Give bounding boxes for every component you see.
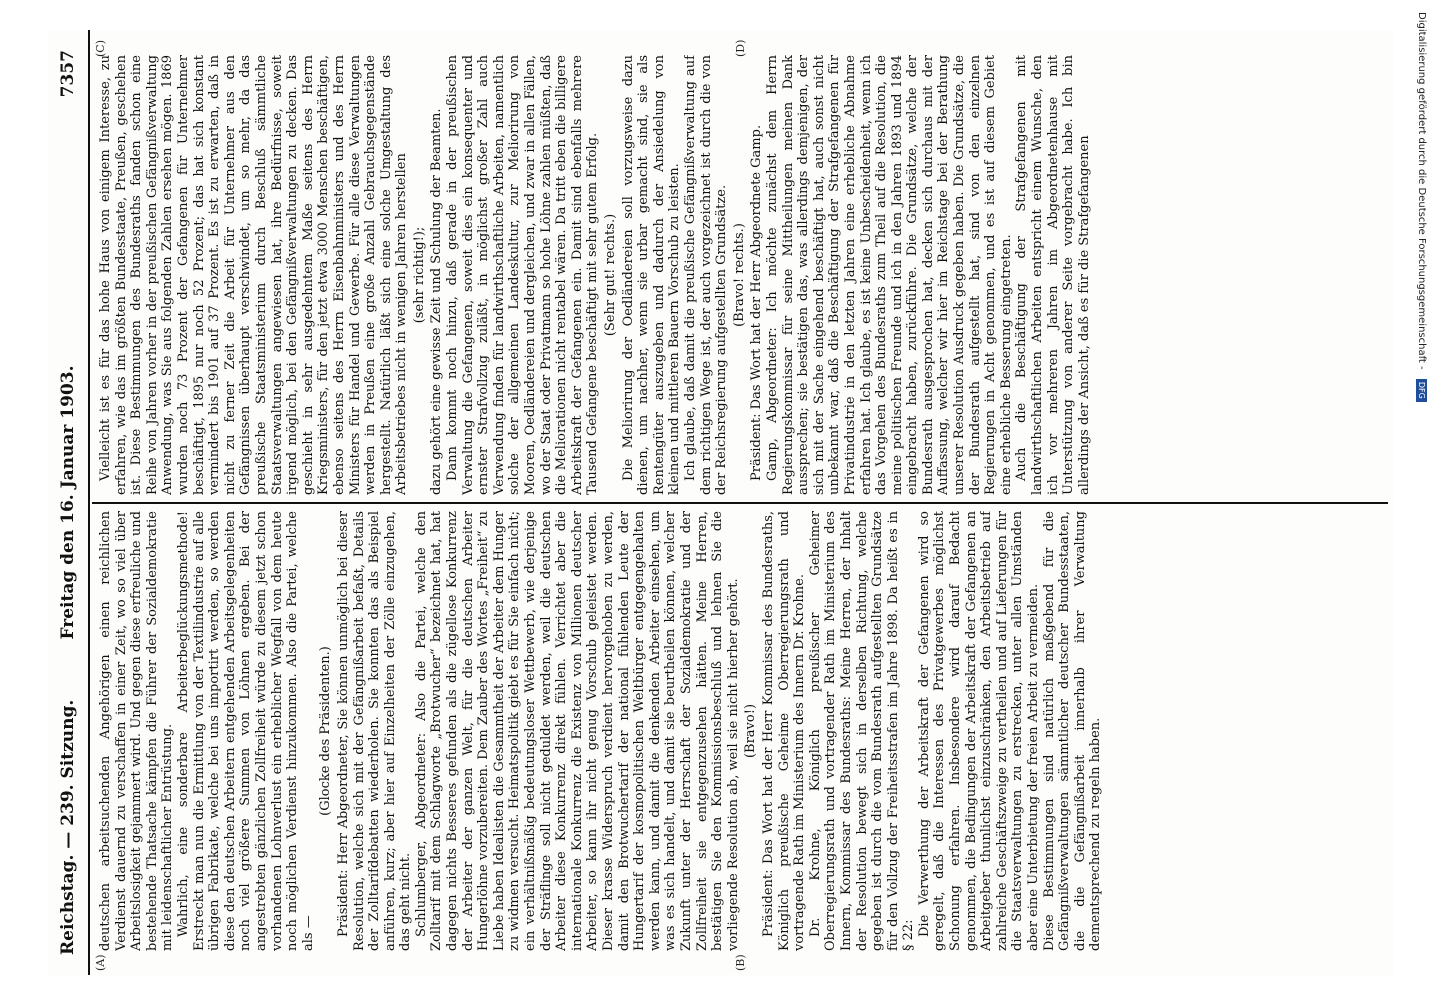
- dfg-logo: DFG: [1417, 379, 1428, 402]
- page-header: [48, 30, 88, 975]
- stage-direction: (sehr richtig!);: [411, 226, 427, 324]
- digitization-credit: [1408, 0, 1434, 1000]
- rotated-newspaper-page: [48, 30, 1394, 975]
- paragraph: Vielleicht ist es für das hohe Haus von einigem Interesse, zu erfahren, wie das im größten Bundesstaate, Preußen, geschehen ist. Diese Bestimmungen des Bundesraths fanden schon eine Reihe von Jahren vorher in der preußischen Gefängnißverwaltung Anwendung, was Sie aus folgenden Zahlen ersehen mögen. 1869 wurden noch 73 Prozent der Gefangenen für Unternehmer beschäftigt, 1895 nur noch 52 Prozent; das hat sich konstant vermindert bis 1901 auf 37 Prozent. Es ist zu erwarten, daß in nicht zu ferner Zeit die Arbeit für Unternehmer aus den Gefängnissen überhaupt verschwindet, um so mehr, da das preußische Staatsministerium durch Beschluß sämmtliche Staatsverwaltungen angewiesen hat, ihre Bedürfnisse, soweit irgend möglich, bei den Gefängnißverwaltungen zu decken. Das geschieht in sehr ausgedehntem Maße seitens des Herrn Kriegsministers, für den jetzt etwa 3000 Menschen beschäftigen, ebenso seitens des Herrn Eisenbahnministers und des Herrn Ministers für Handel und Gewerbe. Für alle diese Verwaltungen werden in Preußen eine große Anzahl Gebrauchsgegenstände hergestellt. Natürlich läßt sich eine solche Umgestaltung des Arbeitsbetriebes nicht in wenigen Jahren herstellen: [98, 55, 410, 495]
- header-date: Freitag den 16. Januar 1903.: [58, 365, 78, 640]
- header-rule: [88, 30, 90, 975]
- stage-direction: (Bravo!): [743, 703, 759, 759]
- paragraph: dazu gehört eine gewisse Zeit und Schulung der Beamten.: [429, 108, 445, 495]
- paragraph: Ich glaube, daß damit die preußische Gefängnißverwaltung auf dem richtigen Wege ist, der auch vorgezeichnet ist durch die von der Reichsregierung aufgestellten Grundsätze.: [682, 55, 730, 495]
- left-text-column: [98, 511, 1388, 951]
- speaker-paragraph: Gamp, Abgeordneter: Ich möchte zunächst dem Herrn Regierungskommissar für seine Mittheilungen meinen Dank aussprechen; sie bestätigen das, was allerdings demjenigen, der sich mit der Sache eingehend beschäftigt hat, auch sonst nicht unbekannt war, daß die Beschäftigung der Strafgefangenen für Privatindustrie in den letzten Jahren eine erhebliche Abnahme erfahren hat. Ich glaube, es ist keine Unbescheidenheit, wenn ich das Vorgehen des Bundesraths zum Theil auf die Resolution, die meine politischen Freunde und ich in den Jahren 1893 und 1894 eingebracht haben, zurückführe. Die Grundsätze, welche der Bundesrath ausgesprochen hat, decken sich durchaus mit der Auffassung, welcher wir hier im Reichstage bei der Berathung unserer Resolution Ausdruck gegeben haben. Die Grundsätze, die der Bundesrath aufgestellt hat, sind von den einzelnen Regierungen in Acht genommen, und es ist auf diesem Gebiet eine erhebliche Besserung eingetreten.: [764, 55, 1014, 495]
- speaker-paragraph: Dr. Krohne, Königlich preußischer Geheimer Oberregierungsrath und vortragender Rath im Ministerium des Innern, Kommissar des Bundesraths: Meine Herren, der Inhalt der Resolution bewegt sich in derselben Richtung, welche gegeben ist durch die vom Bundesrath aufgestellten Grundsätze für den Vollzug der Freiheitsstrafen im Jahre 1898. Da heißt es in § 22:: [807, 511, 917, 951]
- page-number: 7357: [58, 50, 78, 98]
- column-divider: [92, 502, 1388, 504]
- paragraph: deutschen arbeitsuchenden Angehörigen einen reichlichen Verdienst dauernd zu verschaffen in einer Zeit, wo so viel über Arbeitslosigkeit gejammert wird. Und gegen diese erfreuliche und bestehende Thatsache kämpfen die Führer der Sozialdemokratie mit leidenschaftlicher Entrüstung.: [98, 511, 176, 951]
- margin-marker-a: (A): [94, 954, 107, 971]
- credit-text: Digitalisierung gefördert durch die Deutsche Forschungsgemeinschaft -: [1416, 12, 1427, 370]
- right-text-column: [98, 55, 1388, 495]
- quoted-paragraph: Die Verwerthung der Arbeitskraft der Gefangenen wird so geregelt, daß die Interessen des Privatgewerbes möglichst Schonung erfahren. Insbesondere wird darauf Bedacht genommen, die Bedingungen der Arbeitskraft der Gefangenen an Arbeitgeber thunlichst einzuschränken, den Arbeitsbetrieb auf zahlreiche Geschäftszweige zu vertheilen und auf Lieferungen für die Staatsverwaltungen zu erstrecken, unter allen Umständen aber eine Unterbietung der freien Arbeit zu vermeiden.: [916, 511, 1042, 951]
- scanned-page: [48, 30, 1394, 975]
- stage-direction: (Glocke des Präsidenten.): [318, 646, 334, 816]
- speaker-paragraph: Schlumberger, Abgeordneter: Also die Partei, welche den Zolltarif mit dem Schlagworte „Brotwucher“ bezeichnet hat, hat dagegen nichts Besseres gefunden als die zügellose Konkurrenz der Arbeiter der ganzen Welt, für die deutschen Arbeiter Hungerlöhne vorzubereiten. Dem Zauber des Wortes „Freiheit“ zu Liebe haben Idealisten die Gesammtheit der Arbeiter dem Hunger zu widmen versucht. Heimatspolitik giebt es für Sie einfach nicht; ein verhältnißmäßig bedeutungsloser Wettbewerb, wie derjenige der Sträflinge soll nicht geduldet werden, weil die deutschen Arbeiter diese Konkurrenz direkt fühlen. Verrichtet aber die internationale Konkurrenz die Existenz von Millionen deutscher Arbeiter, so kann ihr nicht genug Vorschub geleistet werden. Dieser krasse Widerspruch verdient hervorgehoben zu werden, damit den Brotwuchertarif der national fühlenden Leute der Hungertarif der kosmopolitischen Weltbürger entgegengehalten werden kann, und damit die denkenden Arbeiter einsehen, um was es sich handelt, und damit sie beurtheilen können, welcher Zukunft unter der Herrschaft der Sozialdemokratie und der Zollfreiheit sie entgegenzusehen hätten. Meine Herren, bestätigen Sie den Kommissionsbeschluß und lehnen Sie die vorliegende Resolution ab, weil sie nicht hierher gehört.: [413, 511, 741, 951]
- speaker-paragraph: Präsident: Das Wort hat der Herr Abgeordnete Gamp.: [749, 124, 765, 481]
- speaker-paragraph: Präsident: Herr Abgeordneter, Sie können unmöglich bei dieser Resolution, welche sich mit der Gefängnißarbeit befaßt, Details der Zolltarifdebatten wiederholen. Sie konnten das als Beispiel anführen, kurz; aber hier auf Einzelheiten der Zölle einzugehen, das geht nicht.: [335, 511, 414, 951]
- paragraph: Auch die Beschäftigung der Strafgefangenen mit landwirthschaftlichen Arbeiten entspricht einem Wunsche, den ich vor mehreren Jahren im Abgeordnetenhause mit Unterstützung von anderer Seite vorgebracht habe. Ich bin allerdings der Ansicht, daß es für die Strafgefangenen: [1014, 55, 1092, 495]
- stage-direction: (Sehr gut! rechts.): [603, 213, 618, 337]
- header-left-title: Reichstag. — 239. Sitzung.: [58, 699, 78, 955]
- paragraph: Dann kommt noch hinzu, daß gerade in der preußischen Verwaltung die Gefangenen, soweit dies ein konsequenter und ernster Strafvollzug zuläßt, in möglichst großer Zahl auch Verwendung finden für landwirthschaftliche Arbeiten, namentlich solche der allgemeinen Landeskultur, zur Meliorirung von Mooren, Oedländereien und dergleichen, und zwar in allen Fällen, wo der Staat oder Privatmann so hohe Löhne zahlen müßten, daß die Meliorationen nicht rentabel wären. Da tritt eben die billigere Arbeitskraft der Gefangenen ein. Damit sind ebenfalls mehrere Tausend Gefangene beschäftigt mit sehr gutem Erfolg.: [445, 55, 601, 495]
- paragraph: Die Meliorirung der Oedländereien soll vorzugsweise dazu dienen, um nachher, wenn sie urbar gemacht sind, sie als Rentengüter auszugeben und dadurch der Ansiedelung von kleinen und mittleren Bauern Vorschub zu leisten.: [620, 55, 683, 495]
- margin-marker-b: (B): [734, 954, 747, 971]
- stage-direction: (Bravo! rechts.): [731, 223, 747, 327]
- speaker-paragraph: Präsident: Das Wort hat der Herr Kommissar des Bundesraths, Königlich preußische Geheime Oberregierungsrath und vortragende Rath im Ministerium des Innern Dr. Krohne.: [760, 511, 808, 951]
- paragraph: Diese Bestimmungen sind natürlich maßgebend für die Gefängnißverwaltungen sämmtlicher deutscher Bundesstaaten, die die Gefängnißarbeit innerhalb ihrer Verwaltung dementsprechend zu regeln haben.: [1041, 511, 1104, 951]
- margin-marker-d: (D): [734, 39, 747, 57]
- margin-marker-c: (C): [94, 40, 107, 57]
- paragraph: Wahrlich, eine sonderbare Arbeiterbeglückungsmethode! Erstreckt man nun die Ermittlung von der Textilindustrie auf alle übrigen Fabrikate, welche bei uns importirt werden, so werden diese den deutschen Arbeitern entgehenden Arbeitsgelegenheiten noch viel größere Summen von Löhnen ergeben. Bei der angestrebten gänzlichen Zollfreiheit würde zu diesem jetzt schon vorhandenen Lohnverlust ein erheblicher Wegfall von dem heute noch möglichen Verdienst hinzukommen. Also die Partei, welche als —: [175, 511, 316, 951]
